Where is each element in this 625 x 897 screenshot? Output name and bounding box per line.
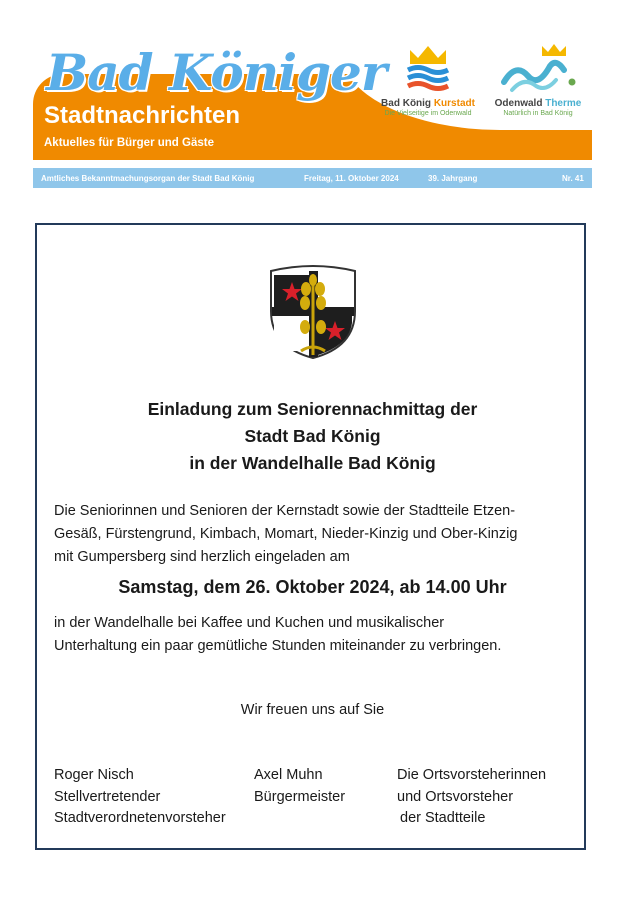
- heading-line: Einladung zum Seniorennachmittag der: [147, 399, 478, 419]
- signature-line: Stellvertretender: [54, 788, 161, 805]
- signature-line: Die Ortsvorsteherinnen: [397, 767, 547, 783]
- kurstadt-logo-name: Bad König Kurstadt: [381, 98, 475, 109]
- signature-line: und Ortsvorsteher: [397, 788, 514, 805]
- signature-line: der Stadtteile: [400, 810, 486, 826]
- crown-waves-icon: [406, 44, 450, 94]
- signature-line: Roger Nisch: [54, 767, 134, 783]
- kurstadt-logo: [372, 44, 484, 117]
- info-bar-volume: 39. Jahrgang: [428, 174, 478, 183]
- wave-crown-icon: [498, 44, 578, 94]
- therme-logo-name: Odenwald Therme: [494, 98, 582, 109]
- invitation-body: [54, 612, 574, 658]
- event-date: Samstag, dem 26. Oktober 2024, ab 14.00 Uhr: [118, 577, 507, 597]
- intro-line: Gesäß, Fürstengrund, Kimbach, Momart, Nieder-Kinzig und Ober-Kinzig: [54, 526, 518, 542]
- signature-line: Bürgermeister: [254, 788, 346, 805]
- heading-line: Stadt Bad König: [244, 426, 381, 446]
- info-bar-date: Freitag, 11. Oktober 2024: [304, 174, 399, 183]
- masthead-subtitle: Aktuelles für Bürger und Gäste: [44, 137, 214, 149]
- info-bar: [33, 168, 592, 188]
- invitation-heading: [60, 396, 565, 477]
- therme-logo: [486, 44, 590, 117]
- therme-logo-tagline: Natürlich in Bad König: [503, 110, 573, 117]
- kurstadt-logo-tagline: Die Vielseitige im Odenwald: [384, 110, 472, 117]
- invitation-intro: [54, 500, 574, 569]
- info-bar-organ: Amtliches Bekanntmachungsorgan der Stadt Bad König: [41, 174, 255, 183]
- signature-line: Stadtverordnetenvorsteher: [54, 810, 226, 826]
- signature-line: Axel Muhn: [254, 767, 323, 783]
- info-bar-issue: Nr. 41: [562, 174, 584, 183]
- heading-line: in der Wandelhalle Bad König: [189, 453, 436, 473]
- greeting: Wir freuen uns auf Sie: [240, 702, 385, 718]
- intro-line: mit Gumpersberg sind herzlich eingeladen am: [54, 549, 350, 565]
- masthead-title: Stadtnachrichten: [44, 102, 241, 129]
- signature-deputy-chair: [54, 765, 226, 830]
- intro-line: Die Seniorinnen und Senioren der Kernstadt sowie der Stadtteile Etzen-: [54, 503, 516, 519]
- signature-district-heads: [397, 765, 546, 830]
- coat-of-arms-icon: [265, 263, 361, 361]
- signature-mayor: [254, 765, 345, 808]
- masthead: [0, 0, 625, 200]
- body-line: in der Wandelhalle bei Kaffee und Kuchen und musikalischer: [54, 615, 445, 631]
- body-line: Unterhaltung ein paar gemütliche Stunden miteinander zu verbringen.: [54, 638, 502, 654]
- masthead-script-title: Bad Königer: [46, 43, 387, 102]
